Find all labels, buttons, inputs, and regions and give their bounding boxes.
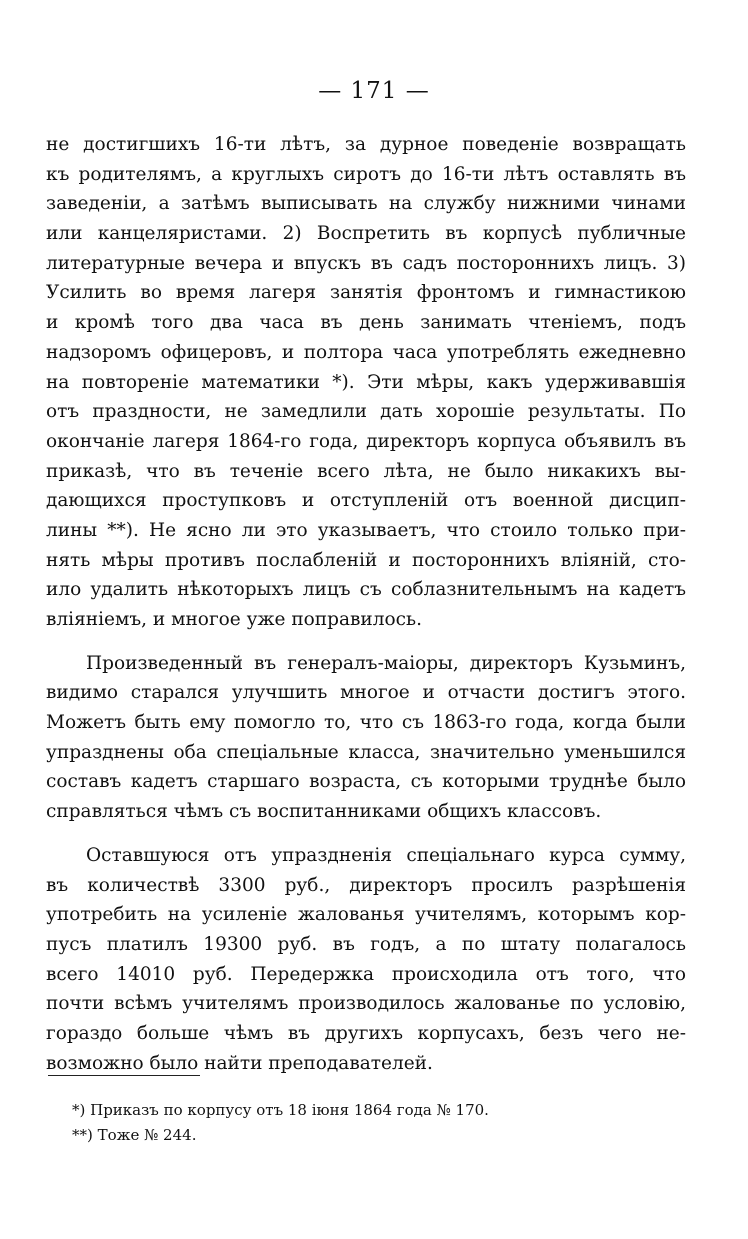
text-line: или канцеляристами. 2) Воспретить въ корпусѣ публичные xyxy=(46,223,686,245)
footnotes xyxy=(72,1098,672,1148)
text-line: не достигшихъ 16-ти лѣтъ, за дурное поведеніе возвращать xyxy=(46,134,686,155)
text-line: возможно было найти преподавателей. xyxy=(46,1052,433,1074)
text-line: справляться чѣмъ съ воспитанниками общихъ классовъ. xyxy=(46,801,602,823)
text-line: Произведенный въ генералъ-маіоры, директоръ Кузьминъ, xyxy=(86,652,686,674)
paragraph-3 xyxy=(46,841,686,1079)
footnote: **) Тоже № 244. xyxy=(72,1126,197,1144)
text-line: къ родителямъ, а круглыхъ сиротъ до 16-ти лѣтъ оставлять въ xyxy=(46,163,686,185)
paragraph-1 xyxy=(46,130,686,635)
text-line: вліяніемъ, и многое уже поправилось. xyxy=(46,609,422,630)
text-line: дающихся проступковъ и отступленій отъ военной дисцип- xyxy=(46,490,686,512)
text-line: приказѣ, что въ теченіе всего лѣта, не было никакихъ вы- xyxy=(46,460,686,482)
footnote: *) Приказъ по корпусу отъ 18 іюня 1864 года № 170. xyxy=(72,1101,489,1119)
text-line: гораздо больше чѣмъ въ другихъ корпусахъ, безъ чего не- xyxy=(46,1022,686,1044)
text-line: Оставшуюся отъ упраздненія спеціальнаго курса сумму, xyxy=(86,844,686,866)
footnote-divider xyxy=(48,1075,200,1076)
paragraph-2 xyxy=(46,649,686,827)
text-line: лины **). Не ясно ли это указываетъ, что стоило только при- xyxy=(46,519,686,541)
text-line: составъ кадетъ старшаго возраста, съ которыми труднѣе было xyxy=(46,771,686,793)
text-line: на повтореніе математики *). Эти мѣры, какъ удерживавшія xyxy=(46,371,686,393)
text-line: окончаніе лагеря 1864-го года, директоръ корпуса объявилъ въ xyxy=(46,430,686,452)
text-line: ило удалить нѣкоторыхъ лицъ съ соблазнительнымъ на кадетъ xyxy=(46,579,686,601)
text-line: отъ праздности, не замедлили дать хорошіе результаты. По xyxy=(46,401,686,423)
text-line: упразднены оба спеціальные класса, значительно уменьшился xyxy=(46,741,686,763)
text-line: Можетъ быть ему помогло то, что съ 1863-го года, когда были xyxy=(46,712,686,734)
text-line: почти всѣмъ учителямъ производилось жалованье по условію, xyxy=(46,993,686,1015)
text-line: видимо старался улучшить многое и отчасти достигъ этого. xyxy=(46,682,686,704)
text-line: въ количествѣ 3300 руб., директоръ просилъ разрѣшенія xyxy=(46,874,686,896)
page-number: — 171 — xyxy=(318,78,430,104)
text-line: и кромѣ того два часа въ день занимать чтеніемъ, подъ xyxy=(46,312,686,334)
text-line: употребить на усиленіе жалованья учителямъ, которымъ кор- xyxy=(46,904,686,926)
text-line: надзоромъ офицеровъ, и полтора часа употреблять ежедневно xyxy=(46,341,686,363)
text-line: литературные вечера и впускъ въ садъ постороннихъ лицъ. 3) xyxy=(46,252,686,274)
body-text xyxy=(46,130,686,1092)
text-line: нять мѣры противъ послабленій и постороннихъ вліяній, сто- xyxy=(46,549,686,571)
text-line: заведеніи, а затѣмъ выписывать на службу нижними чинами xyxy=(46,193,686,215)
text-line: Усилить во время лагеря занятія фронтомъ и гимнастикою xyxy=(46,282,686,304)
text-line: пусъ платилъ 19300 руб. въ годъ, а по штату полагалось xyxy=(46,933,686,955)
text-line: всего 14010 руб. Передержка происходила отъ того, что xyxy=(46,963,686,985)
